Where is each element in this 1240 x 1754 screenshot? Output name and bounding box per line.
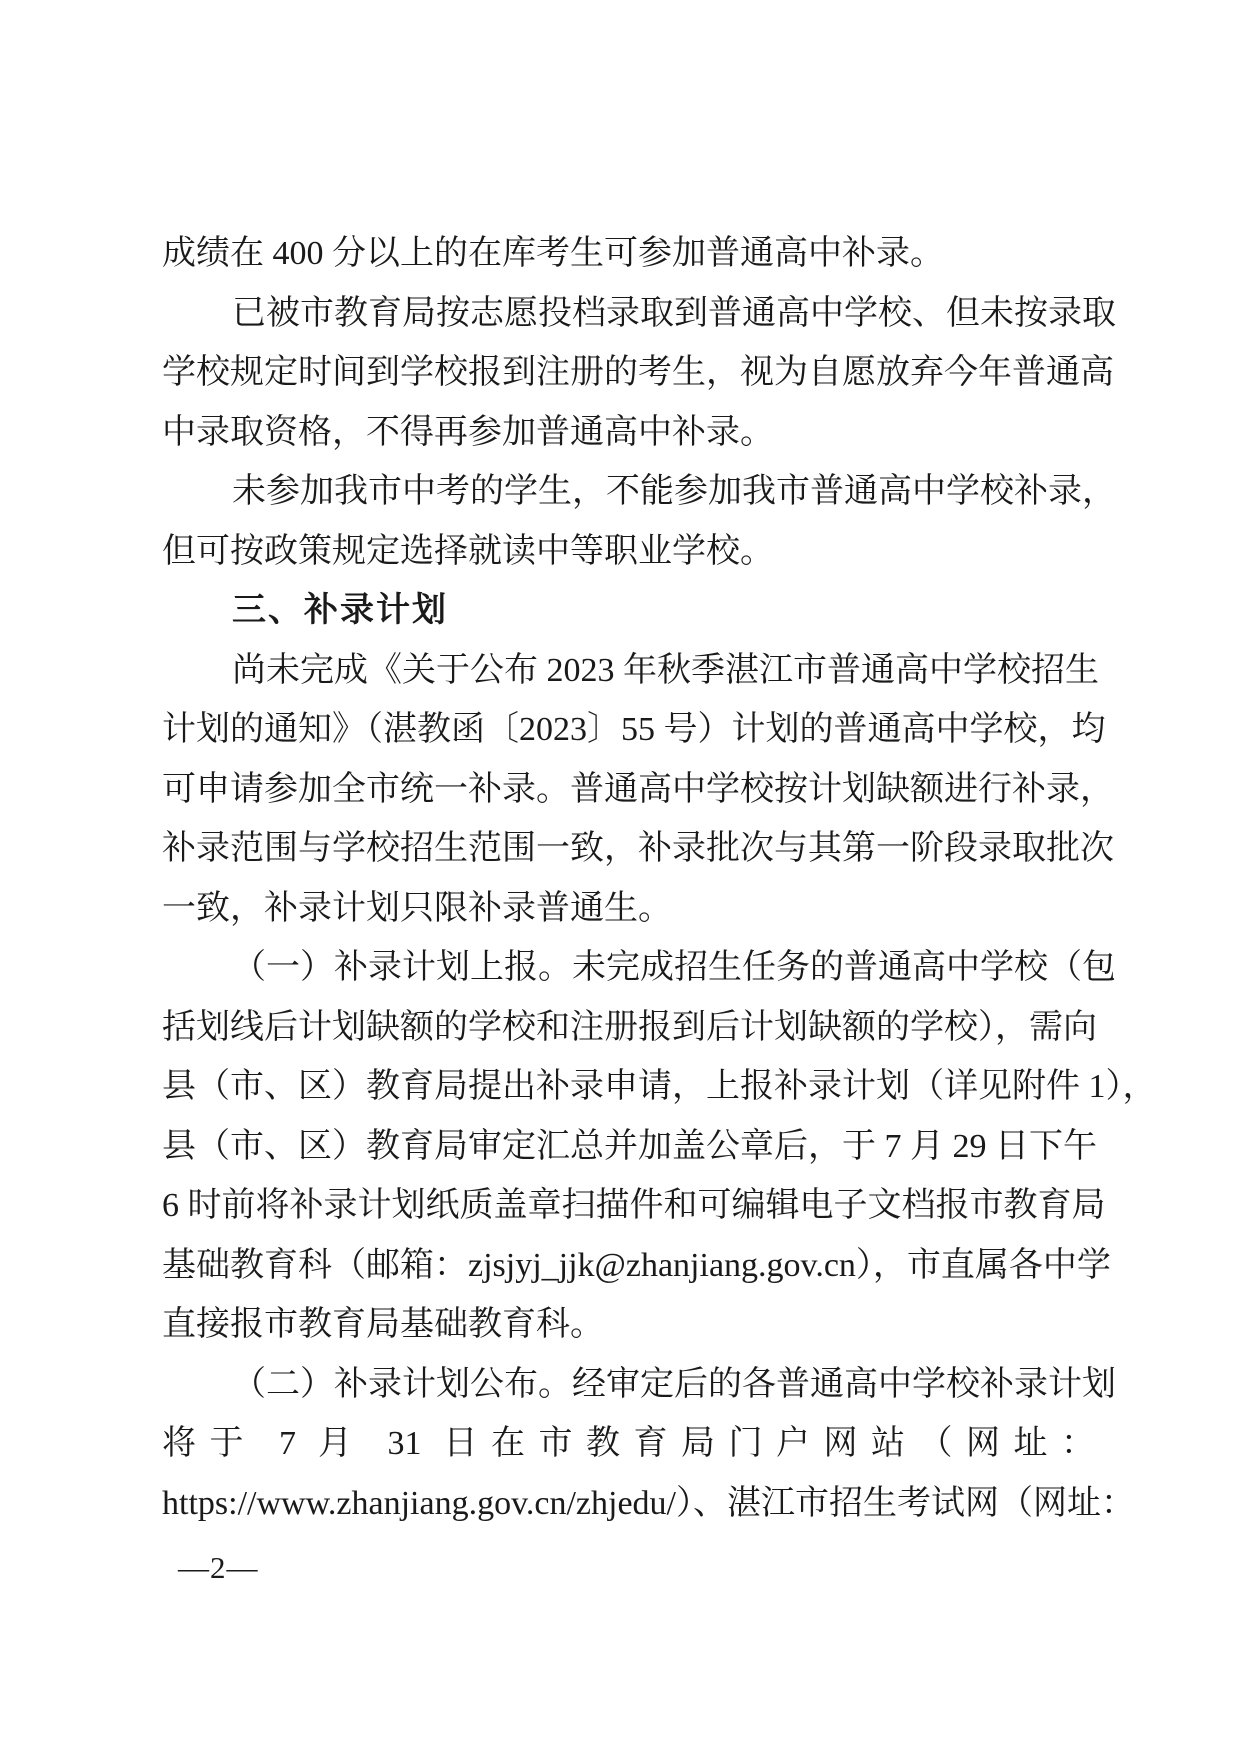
text-line: （一）补录计划上报。未完成招生任务的普通高中学校（包 [232,949,1116,986]
text-line: 计划的通知》（湛教函〔2023〕55 号）计划的普通高中学校，均 [162,711,1106,748]
text-line: 6 时前将补录计划纸质盖章扫描件和可编辑电子文档报市教育局 [162,1187,1106,1224]
text-line: 但可按政策规定选择就读中等职业学校。 [162,532,774,570]
text-line-email: 基础教育科（邮箱：zjsjyj_jjk@zhanjiang.gov.cn），市直属各中学 [162,1246,1111,1284]
text-line: 已被市教育局按志愿投档录取到普通高中学校、但未按录取 [232,294,1116,332]
text-line: 成绩在 400 分以上的在库考生可参加普通高中补录。 [162,235,944,272]
text-line: 未参加我市中考的学生，不能参加我市普通高中学校补录， [232,473,1116,510]
text-line: 学校规定时间到学校报到注册的考生，视为自愿放弃今年普通高 [162,354,1114,391]
text-line: 补录范围与学校招生范围一致，补录批次与其第一阶段录取批次 [162,830,1114,867]
text-line: 一致，补录计划只限补录普通生。 [162,889,672,927]
text-line: （二）补录计划公布。经审定后的各普通高中学校补录计划 [232,1365,1116,1403]
text-line: 县（市、区）教育局审定汇总并加盖公章后，于 7 月 29 日下午 [162,1127,1097,1165]
text-line: 县（市、区）教育局提出补录申请，上报补录计划（详见附件 1）， [162,1068,1157,1105]
heading-section-3: 三、补录计划 [232,591,448,629]
page-number: —2— [178,1550,259,1585]
text-block [162,224,1157,1533]
text-line: 尚未完成《关于公布 2023 年秋季湛江市普通高中学校招生 [232,651,1099,689]
text-line: 可申请参加全市统一补录。普通高中学校按计划缺额进行补录， [162,770,1114,808]
text-line: 直接报市教育局基础教育科。 [162,1306,604,1343]
text-line: 中录取资格，不得再参加普通高中补录。 [162,413,774,451]
text-line: 括划线后计划缺额的学校和注册报到后计划缺额的学校），需向 [162,1008,1097,1046]
text-line: 将于 7 月 31 日在市教育局门户网站（网址： [162,1425,1095,1462]
text-line-url: https://www.zhanjiang.gov.cn/zhjedu/）、湛江市招生考试网（网址： [162,1484,1135,1522]
